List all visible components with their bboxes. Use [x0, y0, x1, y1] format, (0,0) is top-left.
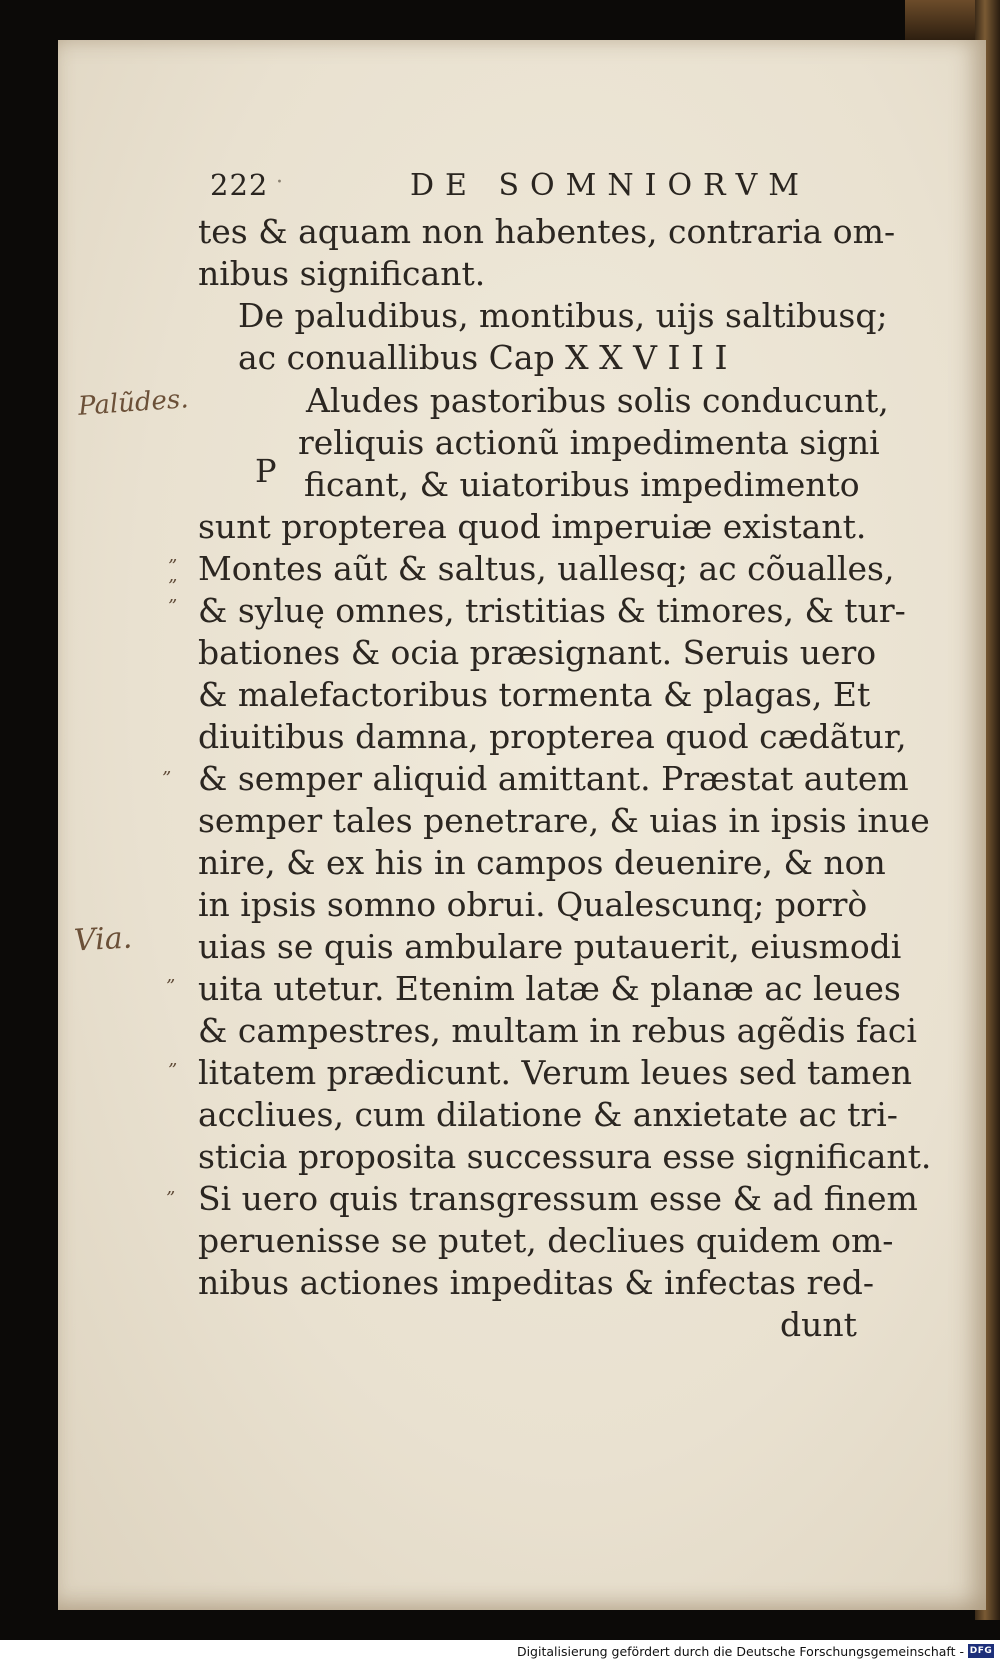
- margin-tick: ”: [168, 556, 178, 577]
- text-line: uita utetur. Etenim latæ & planæ ac leues: [198, 969, 901, 1008]
- margin-tick: ”: [168, 1060, 178, 1081]
- text-line: nibus actiones impeditas & infectas red-: [198, 1263, 875, 1302]
- running-head: DE SOMNIORVM: [410, 168, 810, 203]
- chapter-heading: De paludibus, montibus, uijs saltibusq;: [238, 296, 888, 335]
- text-line: uias se quis ambulare putauerit, eiusmodi: [198, 927, 902, 966]
- margin-tick: ”: [166, 1188, 176, 1209]
- margin-tick: ”: [166, 976, 176, 997]
- text-line: semper tales penetrare, & uias in ipsis inue: [198, 801, 930, 840]
- dfg-logo: DFG: [969, 1646, 993, 1656]
- text-line: ficant, & uiatoribus impedimento: [304, 465, 860, 504]
- text-line: diuitibus damna, propterea quod cædãtur,: [198, 717, 907, 756]
- text-line: Montes aũt & saltus, uallesq; ac cõualles,: [198, 549, 895, 588]
- text-line: sticia proposita successura esse significant.: [198, 1137, 932, 1176]
- text-line: Si uero quis transgressum esse & ad finem: [198, 1179, 918, 1218]
- margin-tick: ”: [168, 596, 178, 617]
- text-line: bationes & ocia præsignant. Seruis uero: [198, 633, 877, 672]
- text-line: nire, & ex his in campos deuenire, & non: [198, 843, 886, 882]
- footer-bar: [0, 1640, 1000, 1665]
- text-line: nibus significant.: [198, 254, 486, 293]
- text-line: accliues, cum dilatione & anxietate ac tri-: [198, 1095, 898, 1134]
- text-line: reliquis actionũ impedimenta signi: [298, 423, 880, 462]
- text-line: in ipsis somno obrui. Qualescunq; porrò: [198, 885, 868, 924]
- page-number: 222: [210, 168, 269, 202]
- text-line: & campestres, multam in rebus agẽdis faci: [198, 1011, 917, 1050]
- page-header: [210, 168, 810, 208]
- drop-initial: P: [255, 452, 277, 490]
- text-line: litatem prædicunt. Verum leues sed tamen: [198, 1053, 912, 1092]
- text-line: & malefactoribus tormenta & plagas, Et: [198, 675, 871, 714]
- header-dot: ·: [276, 170, 283, 195]
- margin-tick: ”: [162, 768, 172, 789]
- text-line: peruenisse se putet, decliues quidem om-: [198, 1221, 894, 1260]
- marginal-note-via: Via.: [73, 920, 134, 959]
- text-line: sunt propterea quod imperuiæ existant.: [198, 507, 867, 546]
- text-line: Aludes pastoribus solis conducunt,: [306, 381, 889, 420]
- marginal-note-paludes: Palũdes.: [77, 384, 190, 422]
- funding-notice: Digitalisierung gefördert durch die Deutsche Forschungsgemeinschaft -: [516, 1644, 964, 1659]
- catchword: dunt: [780, 1305, 857, 1344]
- text-line: tes & aquam non habentes, contraria om-: [198, 212, 896, 251]
- text-line: & syluę omnes, tristitias & timores, & tur-: [198, 591, 906, 630]
- chapter-heading: ac conuallibus Cap X X V I I I: [238, 338, 728, 377]
- text-line: & semper aliquid amittant. Præstat autem: [198, 759, 909, 798]
- margin-tick: ”: [168, 576, 178, 597]
